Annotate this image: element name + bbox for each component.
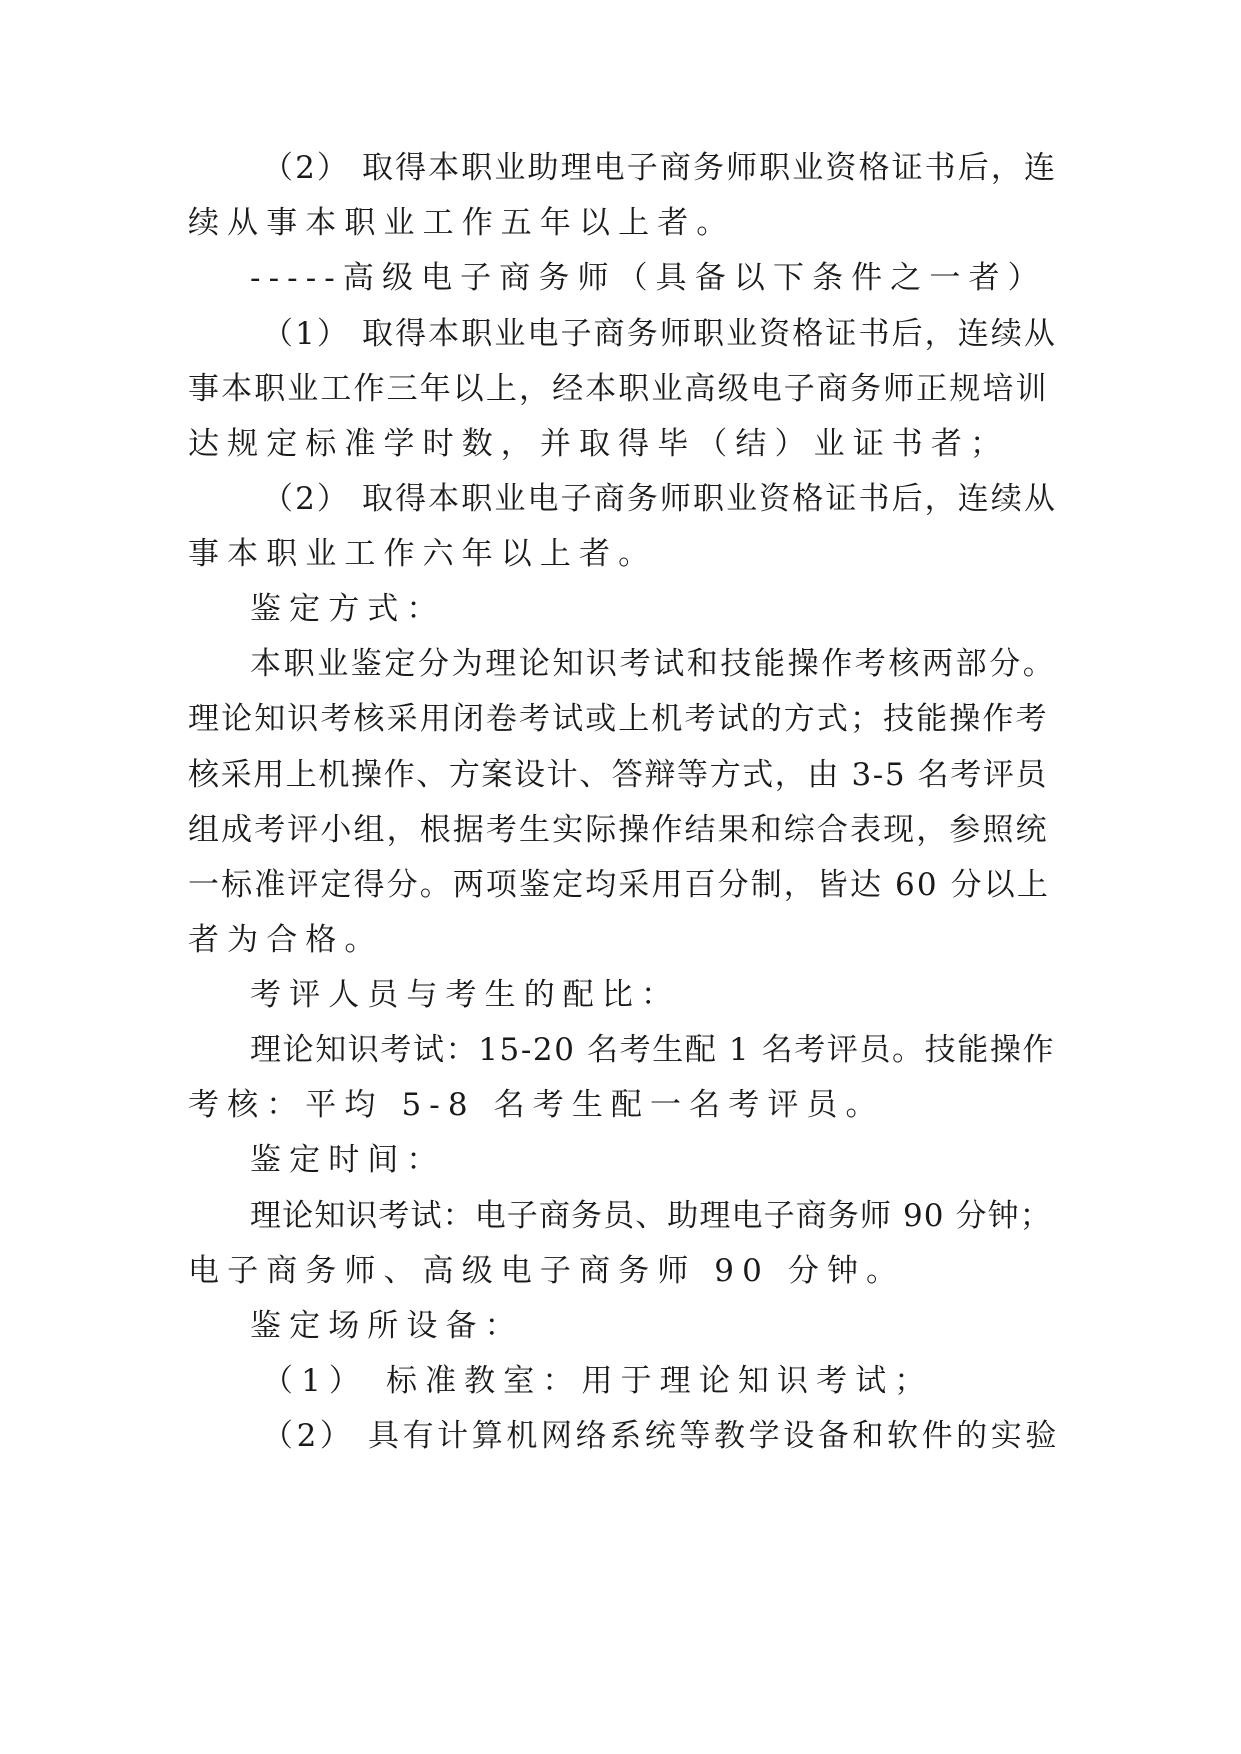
section-heading: 鉴定方式： bbox=[250, 591, 446, 627]
text-line: 理论知识考试：电子商务员、助理电子商务师 90 分钟； bbox=[250, 1198, 1052, 1234]
text-line: （2） 取得本职业电子商务师职业资格证书后，连续从 bbox=[262, 481, 1058, 517]
text-line: 理论知识考试：15-20 名考生配 1 名考评员。技能操作 bbox=[250, 1032, 1056, 1068]
text-line: 续从事本职业工作五年以上者。 bbox=[188, 205, 736, 241]
text-line: 理论知识考核采用闭卷考试或上机考试的方式；技能操作考 bbox=[188, 701, 1049, 737]
section-heading: 鉴定场所设备： bbox=[250, 1308, 524, 1344]
section-heading: 考评人员与考生的配比： bbox=[250, 977, 681, 1013]
text-line: （2） 取得本职业助理电子商务师职业资格证书后，连 bbox=[262, 150, 1058, 186]
text-line: 核采用上机操作、方案设计、答辩等方式，由 3-5 名考评员 bbox=[188, 757, 1049, 793]
text-line: 一标准评定得分。两项鉴定均采用百分制，皆达 60 分以上 bbox=[188, 867, 1050, 903]
text-line: （1） 标准教室：用于理论知识考试； bbox=[262, 1363, 934, 1399]
section-heading: 鉴定时间： bbox=[250, 1142, 446, 1178]
text-line: 电子商务师、高级电子商务师 90 分钟。 bbox=[188, 1253, 906, 1289]
text-line: （2） 具有计算机网络系统等教学设备和软件的实验 bbox=[262, 1418, 1060, 1454]
text-line: 事本职业工作三年以上，经本职业高级电子商务师正规培训 bbox=[188, 371, 1049, 407]
text-line: 者为合格。 bbox=[188, 922, 384, 958]
text-line: （1） 取得本职业电子商务师职业资格证书后，连续从 bbox=[262, 316, 1058, 352]
text-line: 组成考评小组，根据考生实际操作结果和综合表现，参照统 bbox=[188, 812, 1049, 848]
text-line: 考核：平均 5-8 名考生配一名考评员。 bbox=[188, 1087, 885, 1123]
text-line: 达规定标准学时数，并取得毕（结）业证书者； bbox=[188, 426, 1010, 462]
text-line: 本职业鉴定分为理论知识考试和技能操作考核两部分。 bbox=[250, 646, 1057, 682]
text-line: 事本职业工作六年以上者。 bbox=[188, 536, 658, 572]
section-heading: -----高级电子商务师（具备以下条件之一者） bbox=[250, 260, 1047, 296]
